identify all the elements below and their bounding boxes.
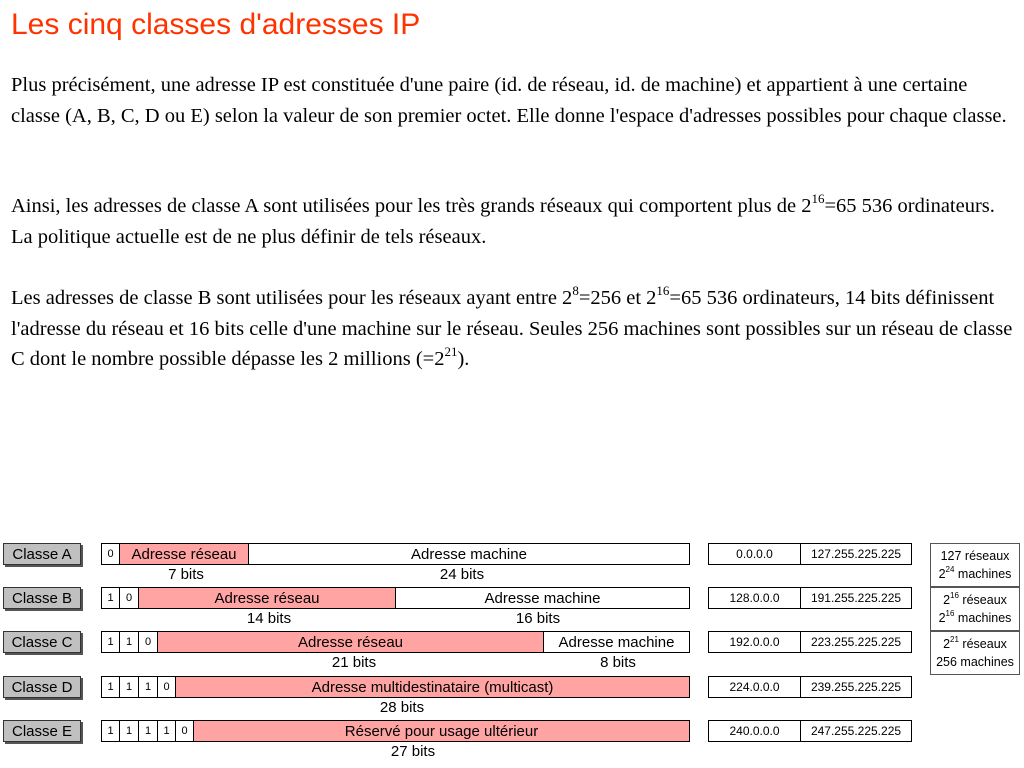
paragraph-bc-exp-2: 16 xyxy=(656,283,670,299)
class-e-bit-1: 1 xyxy=(101,720,120,742)
class-a-range-end: 127.255.225.225 xyxy=(800,543,912,565)
class-c-machines-count: 256 machines xyxy=(936,655,1014,669)
class-c-range-start: 192.0.0.0 xyxy=(708,631,801,653)
class-b-machines-label: machines xyxy=(954,611,1012,625)
paragraph-bc-text-4: ). xyxy=(457,348,470,370)
class-b-machines-exp: 16 xyxy=(945,608,955,618)
paragraph-class-a xyxy=(11,191,1016,252)
page-title: Les cinq classes d'adresses IP xyxy=(11,8,421,41)
class-a-capacity-note xyxy=(930,543,1020,587)
class-a-bit-1: 0 xyxy=(101,543,120,565)
class-a-networks-count: 127 réseaux xyxy=(940,549,1010,563)
class-b-network-bits: 14 bits xyxy=(246,610,292,627)
class-d-bit-1: 1 xyxy=(101,676,120,698)
class-b-machine-bits: 16 bits xyxy=(515,610,561,627)
class-e-bit-5: 0 xyxy=(175,720,194,742)
class-c-network-bits: 21 bits xyxy=(331,654,377,671)
class-d-range-end: 239.255.225.225 xyxy=(800,676,912,698)
class-b-machine-field: Adresse machine xyxy=(395,587,690,609)
class-a-machines-base: 2 xyxy=(938,567,946,581)
class-d-range-start: 224.0.0.0 xyxy=(708,676,801,698)
class-c-networks-exp: 21 xyxy=(950,634,959,644)
class-b-machines-base: 2 xyxy=(938,611,946,625)
class-c-label: Classe C xyxy=(3,631,81,653)
class-d-bits: 28 bits xyxy=(379,699,425,716)
class-b-capacity-note xyxy=(930,587,1020,631)
class-b-networks-base: 2 xyxy=(943,593,951,607)
class-d-label: Classe D xyxy=(3,676,81,698)
class-c-machine-bits: 8 bits xyxy=(600,654,636,671)
class-e-bit-4: 1 xyxy=(157,720,176,742)
class-a-machine-bits: 24 bits xyxy=(439,566,485,583)
ip-class-diagram xyxy=(0,540,1024,768)
class-c-network-field: Adresse réseau xyxy=(157,631,544,653)
class-a-machines-exp: 24 xyxy=(945,564,955,574)
class-a-machine-field: Adresse machine xyxy=(248,543,690,565)
class-e-reserved-field: Réservé pour usage ultérieur xyxy=(193,720,690,742)
class-c-networks-count xyxy=(931,635,1019,653)
paragraph-bc-exp-3: 21 xyxy=(444,344,458,360)
class-b-machines-count xyxy=(931,609,1019,627)
class-b-range-end: 191.255.225.225 xyxy=(800,587,912,609)
class-a-network-bits: 7 bits xyxy=(168,566,204,583)
class-b-bit-2: 0 xyxy=(119,587,139,609)
class-b-network-field: Adresse réseau xyxy=(138,587,396,609)
class-b-label: Classe B xyxy=(3,587,81,609)
paragraph-intro: Plus précisément, une adresse IP est constituée d'une paire (id. de réseau, id. de machine) et appartient à une certaine classe (A, B, C, D ou E) selon la valeur de son premier octet. Elle donne l'espace d'adresses possibles pour chaque classe. xyxy=(11,74,1007,127)
class-b-networks-count xyxy=(931,591,1019,609)
class-d-bit-4: 0 xyxy=(157,676,176,698)
class-e-label: Classe E xyxy=(3,720,81,742)
paragraph-bc-exp-1: 8 xyxy=(572,283,579,299)
class-b-networks-label: réseaux xyxy=(958,593,1007,607)
class-d-bit-2: 1 xyxy=(119,676,139,698)
class-c-networks-label: réseaux xyxy=(958,637,1007,651)
class-e-bit-2: 1 xyxy=(119,720,139,742)
class-e-bit-3: 1 xyxy=(138,720,158,742)
class-a-network-field: Adresse réseau xyxy=(119,543,249,565)
class-c-bit-2: 1 xyxy=(119,631,139,653)
paragraph-bc-text-3: =65 536 ordinateurs, 14 bits définissent l'adresse du réseau et 16 bits celle d'une machine sur le réseau. Seules 256 machines sont possibles sur un réseau de classe C dont le nombre possible dépasse les 2 millions (=2 xyxy=(11,287,1013,370)
class-c-machine-field: Adresse machine xyxy=(543,631,690,653)
class-b-networks-exp: 16 xyxy=(950,590,959,600)
paragraph-bc-text-2: =256 et 2 xyxy=(578,287,657,309)
paragraph-class-a-text-2: =65 536 ordinateurs. La politique actuelle est de ne plus définir de tels réseaux. xyxy=(11,195,995,248)
class-a-machines-label: machines xyxy=(954,567,1012,581)
class-b-range-start: 128.0.0.0 xyxy=(708,587,801,609)
class-c-bit-1: 1 xyxy=(101,631,120,653)
class-c-networks-base: 2 xyxy=(943,637,951,651)
class-a-machines-count xyxy=(931,565,1019,583)
class-e-range-end: 247.255.225.225 xyxy=(800,720,912,742)
class-e-bits: 27 bits xyxy=(390,743,436,760)
class-b-bit-1: 1 xyxy=(101,587,120,609)
class-c-range-end: 223.255.225.225 xyxy=(800,631,912,653)
paragraph-class-a-exp: 16 xyxy=(811,191,825,207)
paragraph-bc-text-1: Les adresses de classe B sont utilisées pour les réseaux ayant entre 2 xyxy=(11,287,573,309)
paragraph-class-a-text-1: Ainsi, les adresses de classe A sont utilisées pour les très grands réseaux qui comportent plus de 2 xyxy=(11,195,812,217)
class-d-multicast-field: Adresse multidestinataire (multicast) xyxy=(175,676,690,698)
class-c-capacity-note xyxy=(930,631,1020,675)
class-a-range-start: 0.0.0.0 xyxy=(708,543,801,565)
class-e-range-start: 240.0.0.0 xyxy=(708,720,801,742)
class-d-bit-3: 1 xyxy=(138,676,158,698)
class-c-bit-3: 0 xyxy=(138,631,158,653)
class-a-label: Classe A xyxy=(3,543,81,565)
paragraph-class-b-c xyxy=(11,283,1016,375)
